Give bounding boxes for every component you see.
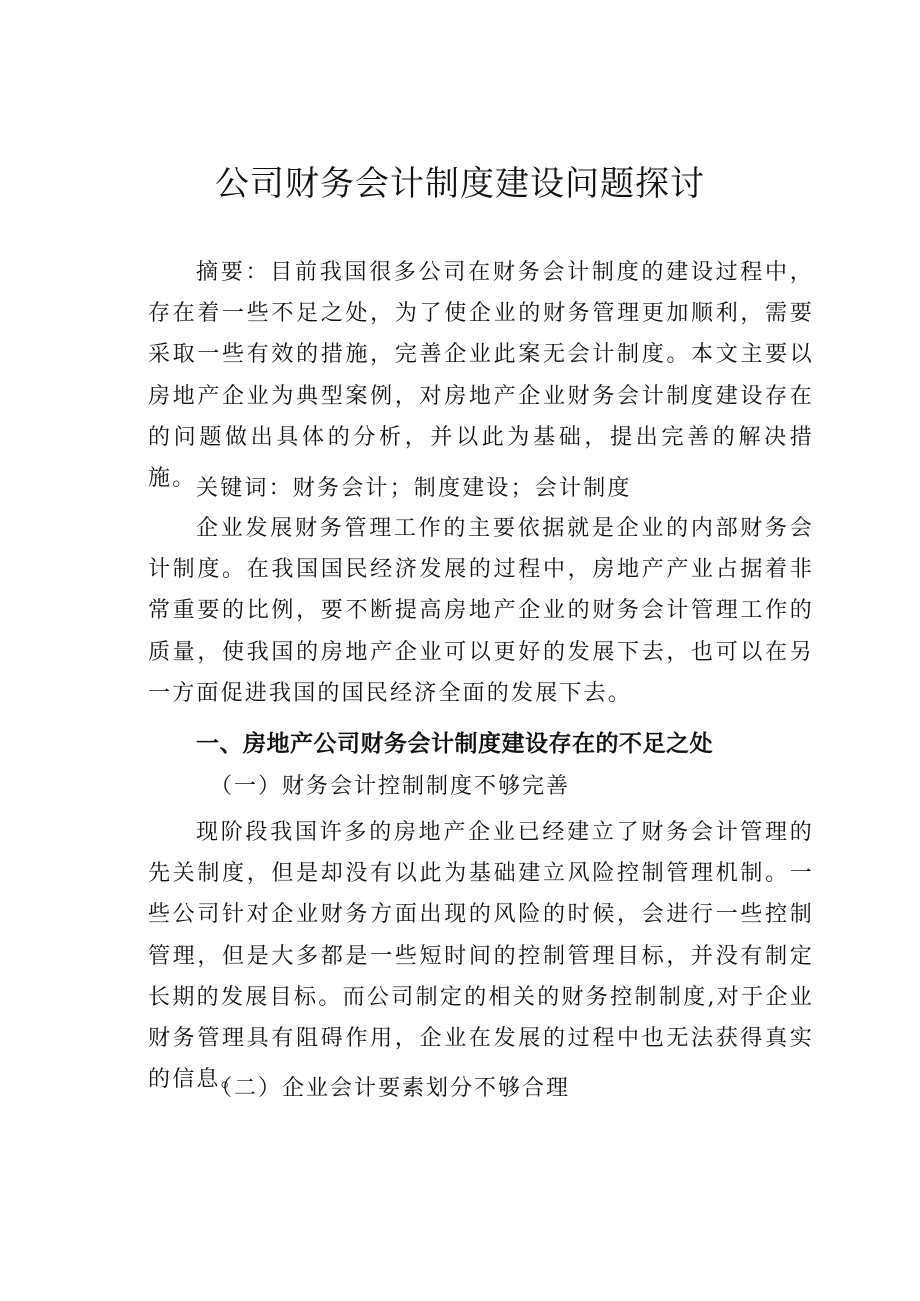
abstract-paragraph: 摘要：目前我国很多公司在财务会计制度的建设过程中，存在着一些不足之处，为了使企业的财务管理更加顺利，需要采取一些有效的措施，完善企业此案无会计制度。本文主要以房地产企业为典型案例，对房地产企业财务会计制度建设存在的问题做出具体的分析，并以此为基础，提出完善的解决措施。 <box>148 260 814 492</box>
subsection-1-paragraph: 现阶段我国许多的房地产企业已经建立了财务会计管理的先关制度，但是却没有以此为基础建立风险控制管理机制。一些公司针对企业财务方面出现的风险的时候，会进行一些控制管理，但是大多都是一些短时间的控制管理目标，并没有制定长期的发展目标。而公司制定的相关的财务控制制度,对于企业财务管理具有阻碍作用，企业在发展的过程中也无法获得真实的信息。 <box>148 820 814 1093</box>
subsection-1-heading: （一）财务会计控制制度不够完善 <box>210 774 571 799</box>
section-1-heading: 一、房地产公司财务会计制度建设存在的不足之处 <box>196 731 713 757</box>
document-title: 公司财务会计制度建设问题探讨 <box>215 164 705 204</box>
keywords-line: 关键词：财务会计；制度建设；会计制度 <box>196 476 632 501</box>
subsection-2-heading: （二）企业会计要素划分不够合理 <box>210 1076 571 1101</box>
intro-paragraph: 企业发展财务管理工作的主要依据就是企业的内部财务会计制度。在我国国民经济发展的过程中，房地产产业占据着非常重要的比例，要不断提高房地产企业的财务会计管理工作的质量，使我国的房地产企业可以更好的发展下去，也可以在另一方面促进我国的国民经济全面的发展下去。 <box>148 516 814 706</box>
